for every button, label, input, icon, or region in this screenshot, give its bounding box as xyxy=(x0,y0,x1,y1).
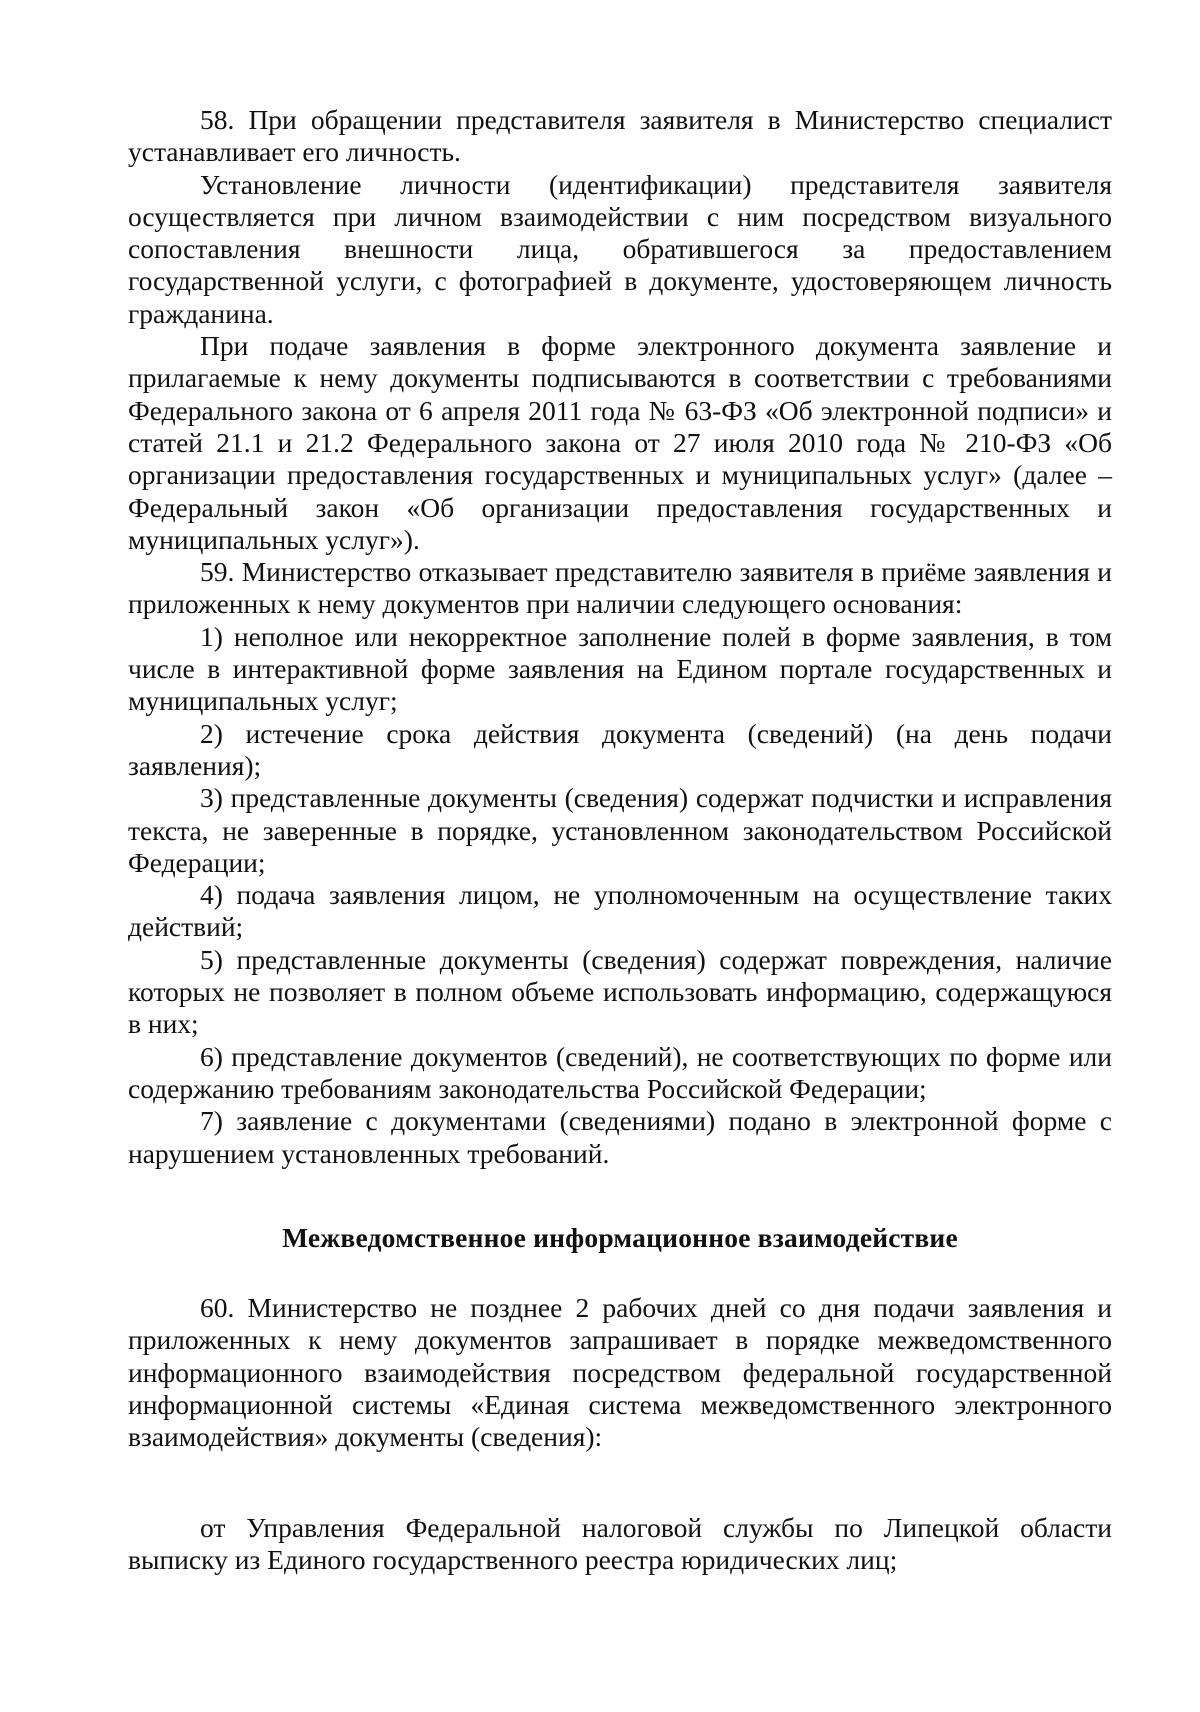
list-item-3: 3) представленные документы (сведения) содержат подчистки и исправления текста, не заверенные в порядке, установленном законодательством Российской Федерации; xyxy=(128,782,1112,878)
paragraph-tax-service: от Управления Федеральной налоговой службы по Липецкой области выписку из Единого государственного реестра юридических лиц; xyxy=(128,1511,1112,1575)
list-item-6: 6) представление документов (сведений), не соответствующих по форме или содержанию требованиям законодательства Российской Федерации; xyxy=(128,1040,1112,1104)
paragraph-58: 58. При обращении представителя заявителя в Министерство специалист устанавливает его личность. xyxy=(128,104,1112,168)
section-heading: Межведомственное информационное взаимодействие xyxy=(282,1221,958,1253)
paragraph-electronic-signature: При подаче заявления в форме электронного документа заявление и прилагаемые к нему документы подписываются в соответствии с требованиями Федерального закона от 6 апреля 2011 года № 63-ФЗ «Об электронной подписи» и статей 21.1 и 21.2 Федерального закона от 27 июля 2010 года № 210-ФЗ «Об организации предоставления государственных и муниципальных услуг» (далее – Федеральный закон «Об организации предоставления государственных и муниципальных услуг»). xyxy=(128,330,1112,555)
list-item-1: 1) неполное или некорректное заполнение полей в форме заявления, в том числе в интерактивной форме заявления на Едином портале государственных и муниципальных услуг; xyxy=(128,620,1112,717)
list-item-7: 7) заявление с документами (сведениями) подано в электронной форме с нарушением установленных требований. xyxy=(128,1105,1112,1169)
list-item-4: 4) подача заявления лицом, не уполномоченным на осуществление таких действий; xyxy=(128,879,1112,943)
list-item-2: 2) истечение срока действия документа (сведений) (на день подачи заявления); xyxy=(128,717,1112,781)
paragraph-identification: Установление личности (идентификации) представителя заявителя осуществляется при личном взаимодействии с ним посредством визуального сопоставления внешности лица, обратившегося за предоставлением государственной услуги, с фотографией в документе, удостоверяющем личность гражданина. xyxy=(128,168,1112,329)
list-item-5: 5) представленные документы (сведения) содержат повреждения, наличие которых не позволяет в полном объеме использовать информацию, содержащуюся в них; xyxy=(128,943,1112,1040)
paragraph-60: 60. Министерство не позднее 2 рабочих дней со дня подачи заявления и приложенных к нему документов запрашивает в порядке межведомственного информационного взаимодействия посредством федеральной государственной информационной системы «Единая система межведомственного электронного взаимодействия» документы (сведения): xyxy=(128,1292,1112,1453)
paragraph-59: 59. Министерство отказывает представителю заявителя в приёме заявления и приложенных к нему документов при наличии следующего основания: xyxy=(128,556,1112,620)
